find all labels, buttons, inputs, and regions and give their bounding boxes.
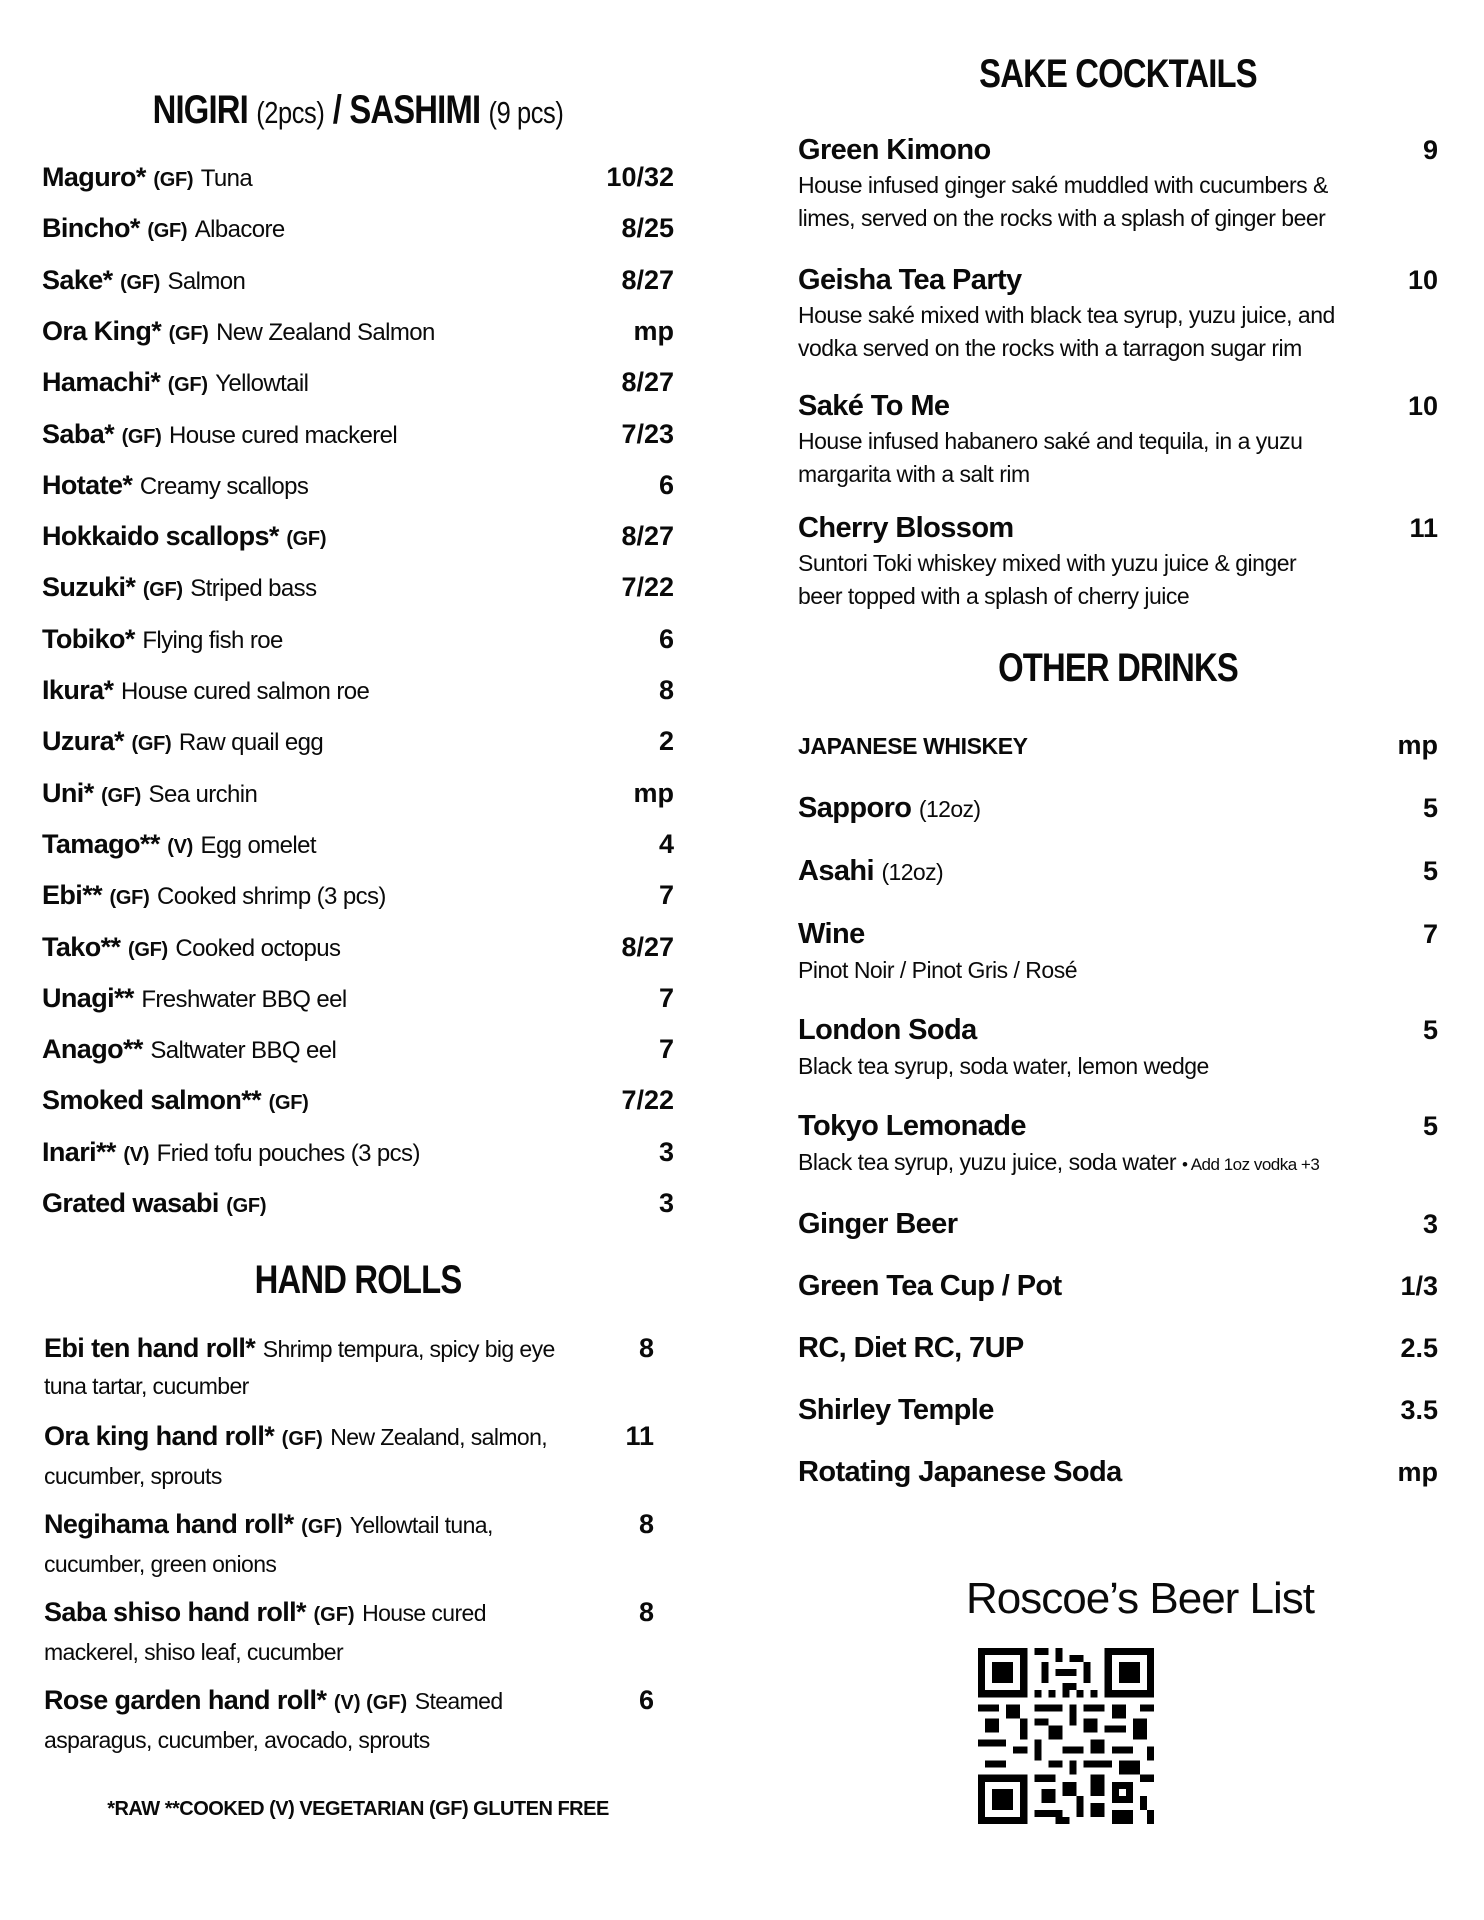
menu-item-text — [42, 1188, 554, 1219]
drink-header — [798, 1456, 1438, 1489]
hand-roll-tag: (GF) — [281, 1428, 323, 1450]
hand-roll-item — [44, 1506, 674, 1582]
hand-roll-name: Negihama hand roll* — [44, 1509, 294, 1539]
drink-item — [798, 792, 1438, 825]
drink-name — [798, 855, 1358, 888]
hand-roll-tag: (V) (GF) — [333, 1692, 408, 1714]
sashimi-title: SASHIMI — [349, 88, 481, 132]
hand-roll-line — [44, 1330, 674, 1404]
menu-item-price: 6 — [658, 469, 674, 500]
menu-item-description: Tuna — [200, 165, 253, 192]
menu-item-price: 7/23 — [621, 418, 674, 449]
menu-item — [42, 880, 674, 920]
hand-roll-line — [44, 1418, 674, 1494]
menu-item-text — [42, 213, 554, 244]
drink-name-text: JAPANESE WHISKEY — [798, 733, 1028, 759]
menu-item — [42, 1085, 674, 1125]
cocktail-price: 10 — [1407, 265, 1438, 295]
menu-item-text — [42, 521, 554, 552]
hand-roll-text — [44, 1418, 564, 1494]
drink-price: 2.5 — [1400, 1333, 1438, 1363]
menu-item-tag: (GF) — [153, 169, 194, 191]
menu-item — [42, 367, 674, 407]
menu-item-name: Tako** — [42, 931, 121, 962]
menu-item-description: Striped bass — [190, 575, 317, 603]
hand-roll-price: 8 — [638, 1597, 654, 1627]
hand-roll-tag: (GF) — [301, 1516, 343, 1538]
menu-item-text — [42, 162, 554, 193]
menu-item — [42, 213, 674, 253]
hand-roll-name: Ora king hand roll* — [44, 1421, 275, 1451]
hand-roll-item — [44, 1682, 674, 1758]
menu-item-text — [42, 1034, 554, 1065]
drink-name-text: Tokyo Lemonade — [798, 1110, 1026, 1142]
menu-item-price: 4 — [658, 828, 674, 859]
menu-item-text — [42, 726, 554, 757]
menu-item-description: Saltwater BBQ eel — [150, 1037, 337, 1065]
menu-item-description: Freshwater BBQ eel — [141, 985, 347, 1013]
menu-item-tag: (GF) — [127, 938, 168, 961]
hand-roll-item — [44, 1418, 674, 1494]
drink-description-text: Black tea syrup, yuzu juice, soda water — [798, 1149, 1177, 1175]
menu-item-description: House cured salmon roe — [120, 678, 370, 705]
drink-name — [798, 1332, 1358, 1365]
drink-name — [798, 733, 1358, 760]
cocktail-price: 11 — [1409, 513, 1438, 543]
drink-price: 1/3 — [1400, 1271, 1438, 1301]
drink-name-text: Ginger Beer — [798, 1208, 958, 1240]
menu-item-name: Maguro* — [42, 162, 146, 192]
hand-roll-item — [44, 1594, 674, 1670]
cocktail-header — [798, 134, 1438, 167]
menu-item-description: New Zealand Salmon — [216, 318, 435, 346]
drink-description-text: Pinot Noir / Pinot Gris / Rosé — [798, 957, 1077, 983]
drink-header — [798, 1208, 1438, 1241]
menu-item-description: Creamy scallops — [139, 472, 309, 500]
menu-item-name: Anago** — [42, 1034, 143, 1065]
other-drinks-title: OTHER DRINKS — [998, 646, 1238, 690]
menu-item-description: Fried tofu pouches (3 pcs) — [156, 1139, 420, 1167]
menu-item-text — [42, 880, 554, 911]
menu-item-name: Smoked salmon** — [42, 1085, 262, 1116]
hand-roll-description: Yellowtail tuna, cucumber, green onions — [44, 1512, 493, 1577]
menu-item — [42, 983, 674, 1023]
drink-header — [798, 1014, 1438, 1047]
drink-item — [798, 1208, 1438, 1241]
menu-item-price: 7 — [658, 982, 674, 1013]
menu-item-text — [42, 778, 554, 809]
menu-item-text — [42, 675, 554, 706]
menu-item-tag: (GF) — [131, 733, 172, 756]
drink-item — [798, 1014, 1438, 1080]
drink-name-text: Rotating Japanese Soda — [798, 1456, 1122, 1488]
menu-item-tag: (GF) — [168, 322, 209, 345]
drink-name-text: London Soda — [798, 1014, 977, 1046]
drink-description-text: Black tea syrup, soda water, lemon wedge — [798, 1053, 1209, 1079]
drink-name — [798, 1014, 1358, 1047]
hand-roll-text — [44, 1330, 564, 1404]
menu-item-name: Suzuki* — [42, 572, 136, 603]
menu-item-tag: (GF) — [286, 528, 327, 551]
drink-item — [798, 730, 1438, 761]
menu-item — [42, 316, 674, 356]
drink-item — [798, 1332, 1438, 1365]
cocktail-name: Geisha Tea Party — [798, 264, 1022, 296]
sashimi-title-sub: (9 pcs) — [488, 95, 564, 130]
menu-item-text — [42, 624, 554, 655]
drink-header — [798, 792, 1438, 825]
drink-name-text: Sapporo — [798, 792, 912, 824]
menu-item-name: Saba* — [42, 418, 115, 449]
drink-price: 5 — [1422, 1111, 1438, 1141]
menu-item-description: Yellowtail — [215, 370, 309, 398]
drink-price: 5 — [1422, 793, 1438, 823]
menu-item-description: Cooked shrimp (3 pcs) — [156, 883, 386, 911]
menu-item-description: Cooked octopus — [175, 934, 341, 962]
drink-name — [798, 1208, 1358, 1241]
menu-item-price: 8 — [658, 675, 674, 705]
nigiri-sashimi-heading — [99, 88, 617, 133]
menu-item — [42, 726, 674, 766]
menu-item-tag: (V) — [123, 1143, 150, 1166]
menu-item-price: mp — [633, 315, 674, 346]
menu-item-tag: (GF) — [142, 579, 183, 602]
drink-size: (12oz) — [918, 796, 981, 822]
menu-item-text — [42, 932, 554, 963]
menu-item-name: Inari** — [42, 1136, 116, 1167]
sake-cocktails-title: SAKE COCKTAILS — [979, 52, 1257, 96]
menu-item-name: Tobiko* — [42, 623, 135, 654]
drink-price: 5 — [1422, 856, 1438, 886]
hand-roll-item — [44, 1330, 674, 1404]
drink-price: 7 — [1422, 919, 1438, 949]
cocktail-header — [798, 512, 1438, 545]
menu-item-text — [42, 316, 554, 347]
menu-item — [42, 1188, 674, 1228]
cocktail-description: House saké mixed with black tea syrup, yuzu juice, and vodka served on the rocks with a tarragon sugar rim — [798, 302, 1335, 361]
drink-price: mp — [1397, 730, 1438, 760]
drink-item — [798, 1456, 1438, 1489]
menu-item-description: Sea urchin — [148, 780, 258, 808]
drink-name — [798, 1110, 1358, 1143]
cocktail-description: Suntori Toki whiskey mixed with yuzu juice & ginger beer topped with a splash of cherry juice — [798, 550, 1297, 609]
hand-roll-tag: (GF) — [313, 1604, 355, 1626]
hand-roll-name: Ebi ten hand roll* — [44, 1333, 256, 1363]
cocktail-item — [798, 264, 1438, 365]
menu-item — [42, 1137, 674, 1177]
menu-item-name: Hokkaido scallops* — [42, 521, 279, 552]
menu-item-tag: (GF) — [120, 271, 160, 294]
drink-price: 3.5 — [1400, 1395, 1438, 1425]
menu-item-price: 8/25 — [621, 213, 674, 244]
menu-item-text — [42, 265, 554, 296]
drink-description — [798, 1053, 1438, 1080]
beer-list-title: Roscoe’s Beer List — [965, 1574, 1315, 1623]
drink-name-text: Asahi — [798, 855, 874, 887]
hand-roll-line — [44, 1506, 674, 1582]
drink-addon-note: • Add 1oz vodka +3 — [1181, 1155, 1320, 1174]
hand-roll-price: 8 — [638, 1509, 654, 1539]
legend-footnote: *RAW **COOKED (V) VEGETARIAN (GF) GLUTEN FREE — [107, 1798, 609, 1820]
hand-roll-description: New Zealand, salmon, cucumber, sprouts — [44, 1424, 548, 1489]
menu-item-tag: (V) — [167, 835, 194, 858]
menu-item-price: 8/27 — [621, 367, 674, 398]
menu-item-price: 3 — [658, 1188, 674, 1218]
menu-item-price: 10/32 — [606, 162, 674, 192]
hand-roll-line — [44, 1594, 674, 1670]
menu-item-description: Albacore — [194, 216, 285, 244]
drink-item — [798, 1270, 1438, 1303]
title-separator: / — [332, 88, 342, 132]
menu-item — [42, 265, 674, 305]
hand-roll-price: 11 — [625, 1421, 654, 1451]
menu-item-text — [42, 829, 554, 860]
menu-item-description: Raw quail egg — [178, 729, 324, 757]
drink-name-text: Wine — [798, 918, 865, 950]
menu-item-text — [42, 419, 554, 450]
drink-name-text: RC, Diet RC, 7UP — [798, 1332, 1024, 1364]
drink-name — [798, 918, 1358, 951]
hand-roll-name: Saba shiso hand roll* — [44, 1597, 306, 1627]
nigiri-title: NIGIRI — [152, 88, 248, 132]
hand-roll-description: House cured mackerel, shiso leaf, cucumber — [44, 1600, 486, 1665]
drink-price: 3 — [1422, 1209, 1438, 1239]
hand-roll-text — [44, 1682, 564, 1758]
menu-item-text — [42, 1085, 554, 1116]
cocktail-header — [798, 264, 1438, 297]
menu-item — [42, 778, 674, 818]
drink-description — [798, 957, 1438, 984]
menu-item-description: Egg omelet — [200, 831, 316, 859]
drink-name — [798, 792, 1358, 825]
nigiri-title-sub: (2pcs) — [256, 95, 325, 130]
hand-roll-description: Steamed asparagus, cucumber, avocado, sprouts — [44, 1688, 503, 1753]
menu-item-description: Salmon — [167, 267, 246, 295]
menu-item-price: mp — [633, 777, 674, 808]
hand-roll-price: 6 — [638, 1685, 654, 1715]
drink-header — [798, 1270, 1438, 1303]
hand-rolls-heading — [99, 1258, 617, 1303]
drink-name — [798, 1270, 1358, 1303]
hand-roll-line — [44, 1682, 674, 1758]
cocktail-description: House infused habanero saké and tequila, in a yuzu margarita with a salt rim — [798, 428, 1303, 487]
menu-item-name: Ebi** — [42, 880, 103, 911]
menu-item-price: 3 — [658, 1136, 674, 1167]
drink-header — [798, 1110, 1438, 1143]
drink-name-text: Green Tea Cup / Pot — [798, 1270, 1062, 1302]
menu-item-price: 8/27 — [621, 521, 674, 552]
drink-header — [798, 730, 1438, 761]
hand-roll-name: Rose garden hand roll* — [44, 1685, 327, 1715]
drink-item — [798, 918, 1438, 984]
cocktail-name: Cherry Blossom — [798, 512, 1014, 544]
cocktail-price: 9 — [1422, 135, 1438, 165]
menu-item-name: Hotate* — [42, 469, 133, 500]
drink-header — [798, 855, 1438, 888]
cocktail-description: House infused ginger saké muddled with cucumbers & limes, served on the rocks with a splash of ginger beer — [798, 172, 1328, 231]
cocktail-item — [798, 390, 1438, 491]
menu-item-name: Ikura* — [42, 675, 114, 705]
menu-item-price: 7/22 — [621, 572, 674, 603]
hand-roll-text — [44, 1594, 564, 1670]
menu-item-name: Hamachi* — [42, 367, 161, 398]
menu-item-text — [42, 1137, 554, 1168]
menu-item-text — [42, 572, 554, 603]
hand-rolls-title: HAND ROLLS — [254, 1258, 462, 1302]
menu-item-price: 6 — [658, 623, 674, 654]
menu-item-text — [42, 470, 554, 501]
menu-item-description: House cured mackerel — [168, 421, 398, 449]
menu-item-name: Uzura* — [42, 726, 124, 757]
menu-item-name: Ora King* — [42, 315, 162, 346]
menu-item-price: 8/27 — [621, 931, 674, 962]
menu-item-description: Flying fish roe — [142, 626, 283, 654]
menu-item-name: Unagi** — [42, 982, 134, 1013]
drink-header — [798, 1332, 1438, 1365]
menu-item-tag: (GF) — [268, 1092, 309, 1115]
cocktail-name: Saké To Me — [798, 390, 950, 422]
drink-price: mp — [1397, 1457, 1438, 1487]
cocktail-item — [798, 134, 1438, 235]
menu-item-price: 8/27 — [621, 264, 674, 295]
menu-item-price: 7/22 — [621, 1085, 674, 1116]
menu-item-name: Uni* — [42, 777, 94, 808]
menu-item — [42, 470, 674, 510]
menu-item — [42, 932, 674, 972]
menu-item-price: 7 — [658, 880, 674, 911]
menu-item-text — [42, 367, 554, 398]
hand-roll-description: Shrimp tempura, spicy big eye tuna tartar, cucumber — [44, 1336, 555, 1399]
hand-roll-price: 8 — [638, 1333, 654, 1363]
menu-item — [42, 1034, 674, 1074]
drink-name-text: Shirley Temple — [798, 1394, 994, 1426]
menu-item — [42, 675, 674, 715]
menu-item — [42, 521, 674, 561]
drink-name — [798, 1456, 1358, 1489]
menu-item-tag: (GF) — [167, 374, 208, 397]
menu-item — [42, 829, 674, 869]
other-drinks-heading — [856, 646, 1381, 691]
menu-item — [42, 572, 674, 612]
menu-item-tag: (GF) — [147, 220, 188, 243]
drink-header — [798, 1394, 1438, 1427]
menu-item-name: Bincho* — [42, 213, 140, 244]
drink-description — [798, 1149, 1438, 1176]
menu-item — [42, 419, 674, 459]
menu-item-name: Sake* — [42, 264, 113, 295]
cocktail-header — [798, 390, 1438, 423]
menu-item-tag: (GF) — [226, 1195, 267, 1217]
menu-item-text — [42, 983, 554, 1014]
menu-item-tag: (GF) — [101, 784, 142, 807]
hand-roll-text — [44, 1506, 564, 1582]
drink-item — [798, 1394, 1438, 1427]
drink-size: (12oz) — [881, 859, 944, 885]
drink-header — [798, 918, 1438, 951]
qr-code-icon[interactable] — [978, 1648, 1154, 1824]
menu-item-price: 7 — [658, 1034, 674, 1065]
menu-item-name: Grated wasabi — [42, 1188, 219, 1218]
menu-item-tag: (GF) — [121, 425, 162, 448]
drink-price: 5 — [1422, 1015, 1438, 1045]
drink-item — [798, 1110, 1438, 1176]
cocktail-item — [798, 512, 1438, 613]
cocktail-name: Green Kimono — [798, 134, 991, 166]
menu-item-name: Tamago** — [42, 828, 160, 859]
menu-item — [42, 624, 674, 664]
menu-item — [42, 162, 674, 202]
cocktail-price: 10 — [1407, 391, 1438, 421]
menu-item-tag: (GF) — [109, 887, 150, 910]
drink-name — [798, 1394, 1358, 1427]
drink-item — [798, 855, 1438, 888]
menu-item-price: 2 — [658, 726, 674, 757]
sake-cocktails-heading — [856, 52, 1381, 97]
